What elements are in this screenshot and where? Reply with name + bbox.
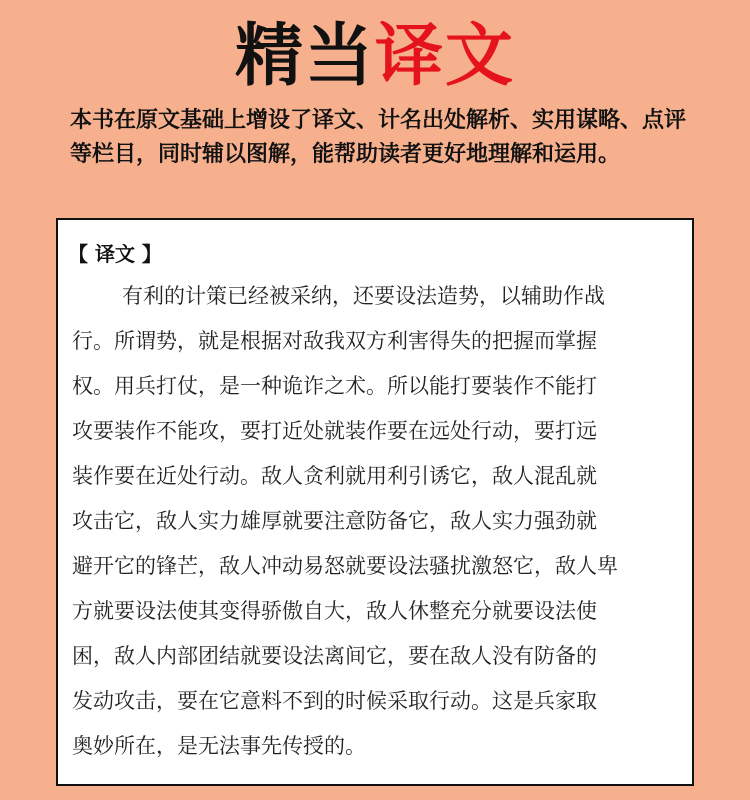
title-black-part: 精当 — [234, 17, 375, 96]
translation-line: 装作要在近处行动。敌人贪利就用利引诱它，敌人混乱就 — [72, 464, 597, 488]
translation-line: 攻要装作不能攻，要打近处就装作要在远处行动，要打远 — [72, 419, 597, 443]
translation-line: 困，敌人内部团结就要设法离间它，要在敌人没有防备的 — [72, 644, 597, 668]
translation-line: 奥妙所在，是无法事先传授的。 — [72, 734, 366, 758]
translation-line: 避开它的锋芒，敌人冲动易怒就要设法骚扰激怒它，敌人卑 — [72, 554, 618, 578]
translation-line: 有利的计策已经被采纳，还要设法造势，以辅助作战 — [122, 284, 605, 308]
translation-line: 权。用兵打仗，是一种诡诈之术。所以能打要装作不能打 — [72, 374, 597, 398]
translation-line: 发动攻击，要在它意料不到的时候采取行动。这是兵家取 — [72, 689, 597, 713]
translation-text — [72, 274, 694, 769]
translation-heading: 【 译文 】 — [68, 242, 162, 266]
intro-paragraph: 本书在原文基础上增设了译文、计名出处解析、实用谋略、点评等栏目，同时辅以图解，能帮助读者更好地理解和运用。 — [70, 108, 687, 167]
title-red-part: 译文 — [375, 17, 516, 96]
translation-line: 行。所谓势，就是根据对敌我双方利害得失的把握而掌握 — [72, 329, 597, 353]
translation-line: 方就要设法使其变得骄傲自大，敌人休整充分就要设法使 — [72, 599, 597, 623]
page-title — [0, 12, 750, 102]
translation-panel — [56, 218, 694, 786]
translation-line: 攻击它，敌人实力雄厚就要注意防备它，敌人实力强劲就 — [72, 509, 597, 533]
